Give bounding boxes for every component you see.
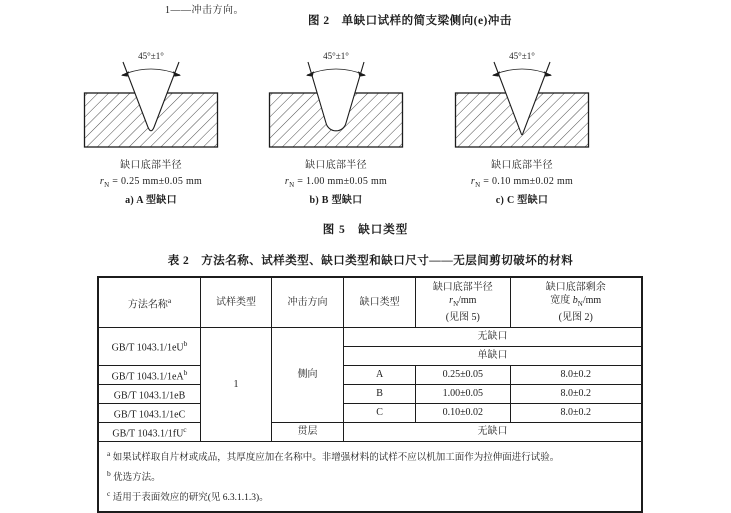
cell-direction-through: 贯层	[272, 422, 344, 441]
cell-unnotched: 无缺口	[344, 422, 642, 441]
table2	[97, 276, 643, 513]
notch-diagram-a	[56, 50, 246, 209]
cell-unnotched: 无缺口	[344, 327, 642, 346]
notch-radius-title: 缺口底部半径	[305, 160, 367, 171]
cell-width: 8.0±0.2	[510, 365, 642, 384]
col-header-method: 方法名称$^a$	[98, 277, 201, 327]
table-row	[98, 403, 642, 422]
cell-method-1eC: GB/T 1043.1/1eC	[98, 403, 201, 422]
figure2-caption: 图 2 单缺口试样的简支梁侧向(e)冲击	[308, 15, 512, 27]
figure5-caption: 图 5 缺口类型	[322, 224, 409, 236]
figure2-impact-direction-note: 1——冲击方向。	[165, 5, 244, 16]
notch-radius-value: $r_N = 1.00$ mm±0.05 mm	[284, 176, 388, 189]
cell-width: 8.0±0.2	[510, 403, 642, 422]
table2-title: 表 2 方法名称、试样类型、缺口类型和缺口尺寸——无层间剪切破坏的材料	[167, 255, 574, 267]
col-header-notch-radius: 缺口底部半径 $r_N/mm$ (见图 5)	[416, 277, 510, 327]
footnote-a: $^a$ 如果试样取自片材或成品，其厚度应加在名称中。非增强材料的试样不应以机加工面作为拉伸面进行试验。	[107, 448, 560, 463]
notch-type-label: c) C 型缺口	[495, 195, 549, 206]
cell-radius: 1.00±0.05	[416, 384, 510, 403]
notch-type-label: a) A 型缺口	[125, 195, 177, 206]
cell-method-1eU: GB/T $1043.1/1eU^b$	[98, 327, 201, 365]
footnote-c: $^c$ 适用于表面效应的研究(见 6.3.1.1.3)。	[107, 488, 269, 503]
notch-radius-value: $r_N = 0.25$ mm±0.05 mm	[99, 176, 203, 189]
notch-a-drawing	[56, 50, 246, 150]
cell-notch-type: C	[344, 403, 416, 422]
notch-b-drawing	[241, 50, 431, 150]
col-header-specimen-type: 试样类型	[201, 277, 272, 327]
cell-direction-lateral: 侧向	[272, 327, 344, 422]
cell-notch-type: B	[344, 384, 416, 403]
notch-radius-value: $r_N = 0.10$ mm±0.02 mm	[470, 176, 574, 189]
col-header-notch-type: 缺口类型	[344, 277, 416, 327]
angle-label: 45°±1°	[323, 51, 349, 61]
cell-method-1eA: GB/T $1043.1/1eA^b$	[98, 365, 201, 384]
notch-diagram-b	[241, 50, 431, 209]
table-row	[98, 422, 642, 441]
table-header-row	[98, 277, 642, 327]
footnote-b: $^b$ 优选方法。	[107, 468, 161, 483]
cell-radius: 0.10±0.02	[416, 403, 510, 422]
table-row	[98, 384, 642, 403]
table-row	[98, 327, 642, 346]
notch-radius-title: 缺口底部半径	[120, 160, 182, 171]
col-header-impact-direction: 冲击方向	[272, 277, 344, 327]
cell-method-1fU: GB/T $1043.1/1fU^c$	[98, 422, 201, 441]
notch-diagram-c	[427, 50, 617, 209]
cell-single-notch: 单缺口	[344, 346, 642, 365]
table-footnotes	[98, 441, 642, 512]
table-footnotes-row	[98, 441, 642, 512]
angle-label: 45°±1°	[138, 51, 164, 61]
notch-type-label: b) B 型缺口	[309, 195, 363, 206]
table-row	[98, 365, 642, 384]
cell-method-1eB: GB/T 1043.1/1eB	[98, 384, 201, 403]
notch-c-drawing	[427, 50, 617, 150]
cell-specimen-type: 1	[201, 327, 272, 441]
notch-radius-title: 缺口底部半径	[491, 160, 553, 171]
cell-radius: 0.25±0.05	[416, 365, 510, 384]
cell-width: 8.0±0.2	[510, 384, 642, 403]
col-header-remaining-width: 缺口底部剩余 宽度 $b_N/mm$ (见图 2)	[510, 277, 642, 327]
cell-notch-type: A	[344, 365, 416, 384]
angle-label: 45°±1°	[509, 51, 535, 61]
